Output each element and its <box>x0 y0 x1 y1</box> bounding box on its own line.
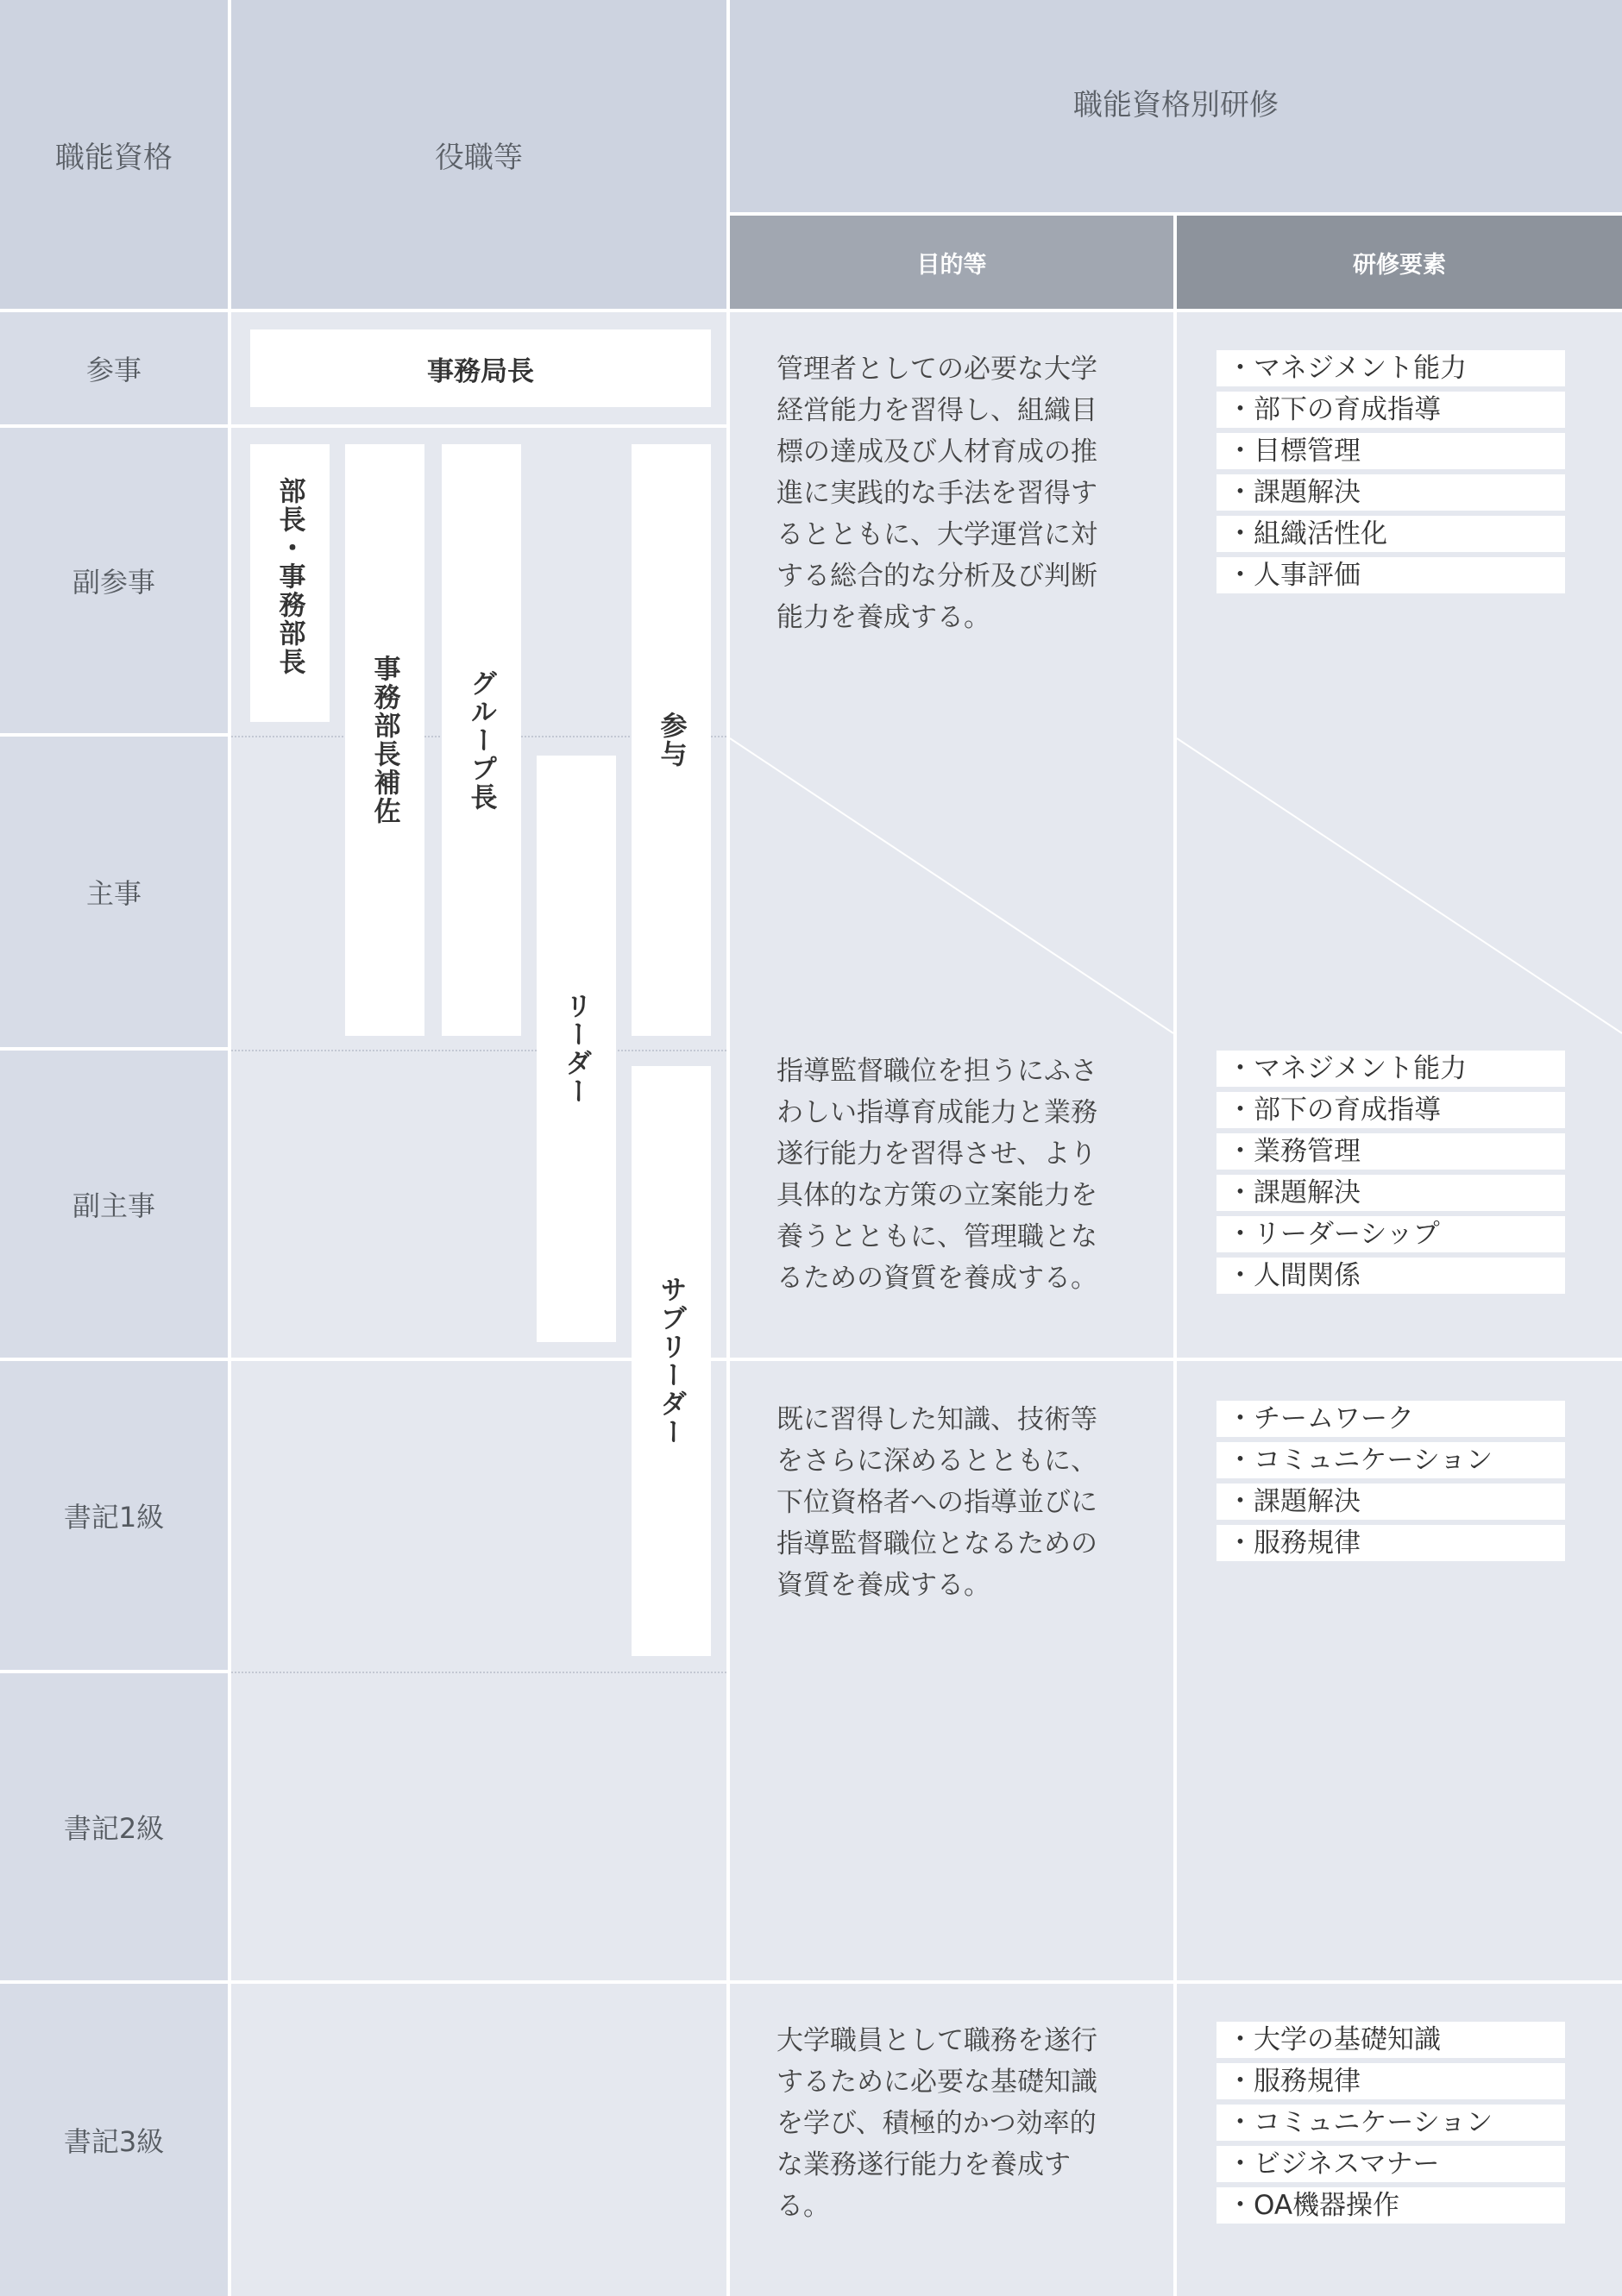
training-elements-list <box>1216 1051 1565 1299</box>
grade-label: 副参事 <box>72 566 155 599</box>
position-dept-head-label: 部長・事務部長 <box>273 477 305 676</box>
grade-label: 主事 <box>85 877 141 910</box>
list-item: ・ ビジネスマナー <box>1216 2146 1565 2182</box>
list-item: ・ 部下の育成指導 <box>1216 1092 1565 1128</box>
position-row-bg <box>231 1984 726 2296</box>
training-elements-list <box>1216 2022 1565 2229</box>
position-leader-label: リーダー <box>560 992 592 1106</box>
header-purpose <box>730 216 1173 309</box>
list-item: ・ OA機器操作 <box>1216 2187 1565 2224</box>
list-item: ・ マネジメント能力 <box>1216 1051 1565 1087</box>
row-divider <box>231 1050 726 1051</box>
header-training-label: 職能資格別研修 <box>1073 87 1279 122</box>
list-item: ・ 目標管理 <box>1216 433 1565 469</box>
header-purpose-label: 目的等 <box>916 251 987 279</box>
header-position-label: 役職等 <box>435 140 523 175</box>
list-item: ・ 服務規律 <box>1216 2063 1565 2099</box>
grade-cell <box>0 1673 228 1980</box>
grade-label: 書記2級 <box>63 1812 165 1845</box>
list-item: ・ 部下の育成指導 <box>1216 392 1565 428</box>
header-qualification <box>0 0 228 309</box>
list-item: ・ 人事評価 <box>1216 557 1565 593</box>
position-sub-leader <box>632 1066 711 1656</box>
grade-cell <box>0 1051 228 1358</box>
grade-cell <box>0 1361 228 1670</box>
training-purpose: 指導監督職位を担うにふさわしい指導育成能力と業務遂行能力を習得させ、より具体的な方策の立案能力を養うとともに、管理職となるための資質を養成する。 <box>776 1056 1097 1294</box>
training-purpose: 大学職員として職務を遂行するために必要な基礎知識を学び、積極的かつ効率的な業務遂行能力を養成する。 <box>776 2025 1097 2222</box>
training-purpose: 既に習得した知識、技術等をさらに深めるとともに、下位資格者への指導並びに指導監督職位となるための資質を養成する。 <box>776 1404 1097 1601</box>
grade-cell <box>0 737 228 1047</box>
list-item: ・ 課題解決 <box>1216 1175 1565 1211</box>
grade-cell <box>0 1984 228 2296</box>
training-elements-list <box>1216 350 1565 599</box>
list-item: ・ 人間関係 <box>1216 1258 1565 1294</box>
header-training <box>730 0 1622 212</box>
training-purpose: 管理者としての必要な大学経営能力を習得し、組織目標の達成及び人材育成の推進に実践的な手法を習得するとともに、大学運営に対する総合的な分析及び判断能力を養成する。 <box>776 354 1097 633</box>
list-item: ・ 服務規律 <box>1216 1525 1565 1561</box>
position-director-general-label: 事務局長 <box>427 355 534 387</box>
position-director-general <box>250 329 711 407</box>
list-item: ・ 大学の基礎知識 <box>1216 2022 1565 2058</box>
grade-label: 書記3級 <box>63 2125 165 2158</box>
list-item: ・ 業務管理 <box>1216 1133 1565 1170</box>
position-dept-assistant-label: 事務部長補佐 <box>368 655 400 825</box>
list-item: ・ リーダーシップ <box>1216 1216 1565 1252</box>
grade-label: 副主事 <box>72 1189 155 1222</box>
list-item: ・ 課題解決 <box>1216 474 1565 511</box>
list-item: ・ コミュニケーション <box>1216 2105 1565 2141</box>
row-divider <box>231 1672 726 1673</box>
position-dept-assistant <box>345 444 424 1036</box>
position-sub-leader-label: サブリーダー <box>655 1276 687 1446</box>
position-group-leader-label: グループ長 <box>465 668 497 812</box>
position-leader <box>537 756 616 1342</box>
grade-cell <box>0 312 228 424</box>
position-councilor-label: 参与 <box>655 712 687 768</box>
header-position <box>231 0 726 309</box>
list-item: ・ コミュニケーション <box>1216 1442 1565 1478</box>
position-group-leader <box>442 444 521 1036</box>
header-elements <box>1177 216 1622 309</box>
list-item: ・ 課題解決 <box>1216 1484 1565 1520</box>
header-elements-label: 研修要素 <box>1353 251 1446 279</box>
position-dept-head <box>250 444 330 722</box>
list-item: ・ マネジメント能力 <box>1216 350 1565 386</box>
training-elements-list <box>1216 1401 1565 1566</box>
list-item: ・ 組織活性化 <box>1216 516 1565 552</box>
header-qualification-label: 職能資格 <box>55 140 173 175</box>
grade-label: 参事 <box>85 354 141 386</box>
list-item: ・ チームワーク <box>1216 1401 1565 1437</box>
position-councilor <box>632 444 711 1036</box>
grade-label: 書記1級 <box>63 1501 165 1534</box>
grade-cell <box>0 428 228 733</box>
